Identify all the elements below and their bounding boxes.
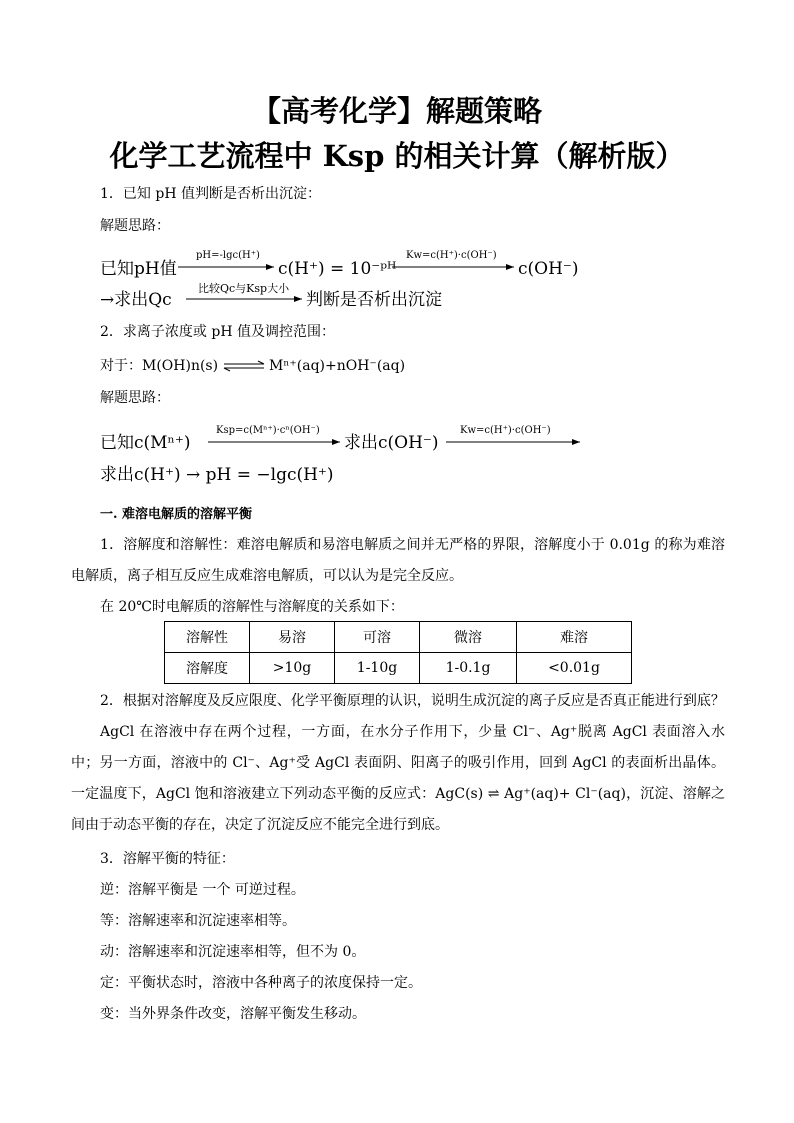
section-heading-ph: 1．已知 pH 值判断是否析出沉淀： bbox=[100, 186, 321, 202]
table-cell: 难溶 bbox=[517, 622, 632, 653]
flow3-mid: 求出c(OH⁻) bbox=[344, 433, 439, 453]
arrow-head bbox=[332, 439, 340, 445]
arrow-head bbox=[266, 264, 274, 270]
feature-item: 定：平衡状态时，溶液中各种离子的浓度保持一定。 bbox=[100, 975, 422, 991]
table-cell: 1-10g bbox=[335, 653, 420, 684]
table-cell: 易溶 bbox=[250, 622, 335, 653]
section-title-dissolution: 一. 难溶电解质的溶解平衡 bbox=[100, 507, 253, 522]
arrow-head bbox=[572, 439, 580, 445]
section-heading-conc: 2．求离子浓度或 pH 值及调控范围： bbox=[100, 324, 335, 340]
table-row bbox=[165, 622, 632, 653]
flow-conc-to-ph bbox=[0, 417, 794, 492]
flow-ph-to-oh bbox=[0, 245, 794, 315]
flow3-arrow2-label: Kw=c(H⁺)·c(OH⁻) bbox=[460, 425, 551, 436]
flow2-arrow-label: 比较Qc与Ksp大小 bbox=[198, 282, 290, 295]
arrow-head bbox=[506, 264, 514, 270]
flow2-start: →求出Qc bbox=[100, 290, 172, 310]
flow3-arrow1-label: Ksp=c(Mⁿ⁺)·cⁿ(OH⁻) bbox=[216, 425, 320, 436]
title-line-1: 【高考化学】解题策略 bbox=[251, 94, 542, 128]
feature-item: 逆：溶解平衡是 一个 可逆过程。 bbox=[100, 882, 305, 898]
table-cell: 溶解性 bbox=[165, 622, 250, 653]
equilibrium-arrow-icon bbox=[223, 360, 265, 372]
table-caption: 在 20℃时电解质的溶解性与溶解度的关系如下： bbox=[100, 599, 404, 615]
thinking-label-1: 解题思路： bbox=[100, 218, 170, 234]
table-cell: <0.01g bbox=[517, 653, 632, 684]
table-cell: 微溶 bbox=[420, 622, 517, 653]
flow1-mid: c(H⁺) = 10⁻ᵖᴴ bbox=[278, 259, 397, 279]
flow3-start: 已知c(Mⁿ⁺) bbox=[100, 433, 191, 453]
paragraph-question: 2．根据对溶解度及反应限度、化学平衡原理的认识，说明生成沉淀的离子反应是否真正能进行到底？ bbox=[100, 693, 725, 709]
table-row bbox=[165, 653, 632, 684]
eq-right: Mⁿ⁺(aq)+nOH⁻(aq) bbox=[268, 358, 406, 374]
feature-item: 变：当外界条件改变，溶解平衡发生移动。 bbox=[100, 1006, 366, 1022]
arrow-head bbox=[294, 296, 302, 302]
flow1-start: 已知pH值 bbox=[100, 259, 177, 279]
flow4: 求出c(H⁺) → pH = −lgc(H⁺) bbox=[100, 465, 334, 485]
feature-item: 动：溶解速率和沉淀速率相等，但不为 0。 bbox=[100, 944, 366, 960]
flow1-arrow2-label: Kw=c(H⁺)·c(OH⁻) bbox=[406, 250, 497, 261]
title-line-2: 化学工艺流程中 Ksp 的相关计算（解析版） bbox=[109, 139, 685, 173]
features-heading: 3．溶解平衡的特征： bbox=[100, 851, 235, 867]
eq-left: 对于：M(OH)n(s) bbox=[100, 358, 219, 374]
flow1-end: c(OH⁻) bbox=[518, 259, 579, 279]
table-cell: >10g bbox=[250, 653, 335, 684]
flow1-arrow1-label: pH=-lgc(H⁺) bbox=[196, 250, 260, 261]
thinking-label-2: 解题思路： bbox=[100, 390, 170, 406]
paragraph-solubility: 1．溶解度和溶解性：难溶电解质和易溶电解质之间并无严格的界限，溶解度小于 0.01g 的称为难溶电解质，离子相互反应生成难溶电解质，可以认为是完全反应。 bbox=[71, 537, 725, 584]
flow2-end: 判断是否析出沉淀 bbox=[306, 290, 442, 310]
table-cell: 溶解度 bbox=[165, 653, 250, 684]
table-cell: 1-0.1g bbox=[420, 653, 517, 684]
paragraph-agcl: AgCl 在溶液中存在两个过程，一方面，在水分子作用下，少量 Cl⁻、Ag⁺脱离 AgCl 表面溶入水中；另一方面，溶液中的 Cl⁻、Ag⁺受 AgCl 表面阴、阳离子的吸引作用，回到 AgCl 的表面析出晶体。一定温度下，AgCl 饱和溶液建立下列动态平衡的反应式：AgC(s) ⇌ Ag⁺(aq)+ Cl⁻(aq)，沉淀、溶解之间由于动态平衡的存在，决定了沉淀反应不能完全进行到底。 bbox=[71, 724, 725, 833]
equilibrium-equation bbox=[100, 357, 405, 375]
table-cell: 可溶 bbox=[335, 622, 420, 653]
solubility-table bbox=[164, 621, 632, 684]
feature-item: 等：溶解速率和沉淀速率相等。 bbox=[100, 913, 296, 929]
